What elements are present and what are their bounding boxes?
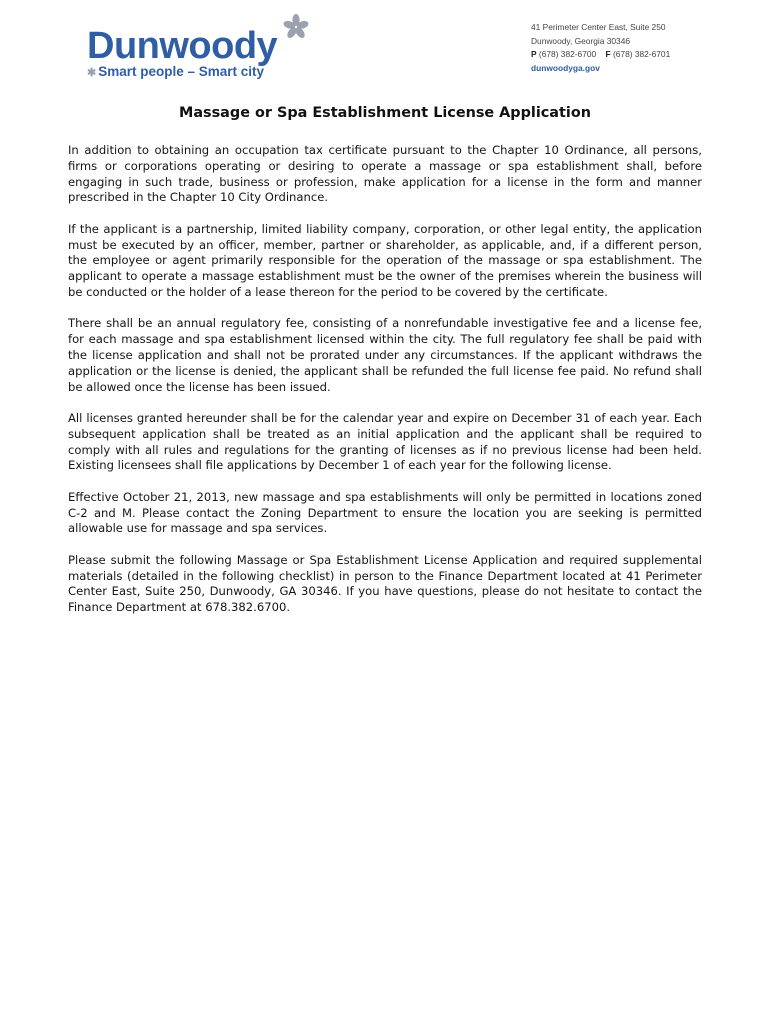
- paragraph: If the applicant is a partnership, limited liability company, corporation, or other legal entity, the application must be executed by an officer, member, partner or shareholder, as applicable, and, if a different person, the employee or agent primarily responsible for the operation of the massage or spa establishment. The applicant to operate a massage establishment must be the owner of the premises wherein the business will be conducted or the holder of a lease thereon for the period to be covered by the certificate.: [68, 221, 702, 299]
- logo-tagline: ✱ Smart people – Smart city: [87, 64, 265, 79]
- asterisk-star-icon: [281, 12, 311, 42]
- document-title: Massage or Spa Establishment License Application: [179, 105, 591, 121]
- website-link[interactable]: dunwoodyga.gov: [531, 62, 600, 73]
- paragraph: Effective October 21, 2013, new massage and spa establishments will only be permitted in locations zoned C-2 and M. Please contact the Zoning Department to ensure the location you are seeking is permitted allowable use for massage and spa services.: [68, 489, 702, 536]
- phone-number: (678) 382-6700: [538, 49, 597, 60]
- paragraph: There shall be an annual regulatory fee, consisting of a nonrefundable investigative fee and a license fee, for each massage and spa establishment licensed within the city. The full regulatory fee shall be paid with the license application and shall not be prorated under any circumstances. If the applicant withdraws the application or the license is denied, the applicant shall be refunded the full license fee paid. No refund shall be allowed once the license has been issued.: [68, 316, 702, 394]
- address-line-2: Dunwoody, Georgia 30346: [531, 35, 631, 46]
- paragraph: In addition to obtaining an occupation tax certificate pursuant to the Chapter 10 Ordinance, all persons, firms or corporations operating or desiring to operate a massage or spa establishment shall, before engaging in such trade, business or profession, make application for a license in the form and manner prescribed in the Chapter 10 City Ordinance.: [68, 143, 702, 205]
- contact-block: [531, 21, 751, 75]
- address-line-1: 41 Perimeter Center East, Suite 250: [531, 22, 666, 32]
- document-body: [68, 143, 702, 631]
- fax-label: F: [605, 49, 611, 60]
- dunwoody-logo: [85, 12, 325, 82]
- small-star-icon: ✱: [87, 67, 97, 79]
- fax-number: (678) 382-6701: [612, 49, 671, 60]
- paragraph: Please submit the following Massage or Spa Establishment License Application and required supplemental materials (detailed in the following checklist) in person to the Finance Department located at 41 Perimeter Center East, Suite 250, Dunwoody, GA 30346. If you have questions, please do not hesitate to contact the Finance Department at 678.382.6700.: [68, 552, 702, 615]
- phone-label: P: [531, 49, 537, 60]
- logo-wordmark: Dunwoody: [87, 25, 278, 67]
- phone-fax-line: [531, 48, 751, 62]
- paragraph: All licenses granted hereunder shall be for the calendar year and expire on December 31 of each year. Each subsequent application shall be treated as an initial application and the applicant shall be required to comply with all rules and regulations for the granting of licenses as if no previous license had been held. Existing licensees shall file applications by December 1 of each year for the following license.: [68, 410, 702, 473]
